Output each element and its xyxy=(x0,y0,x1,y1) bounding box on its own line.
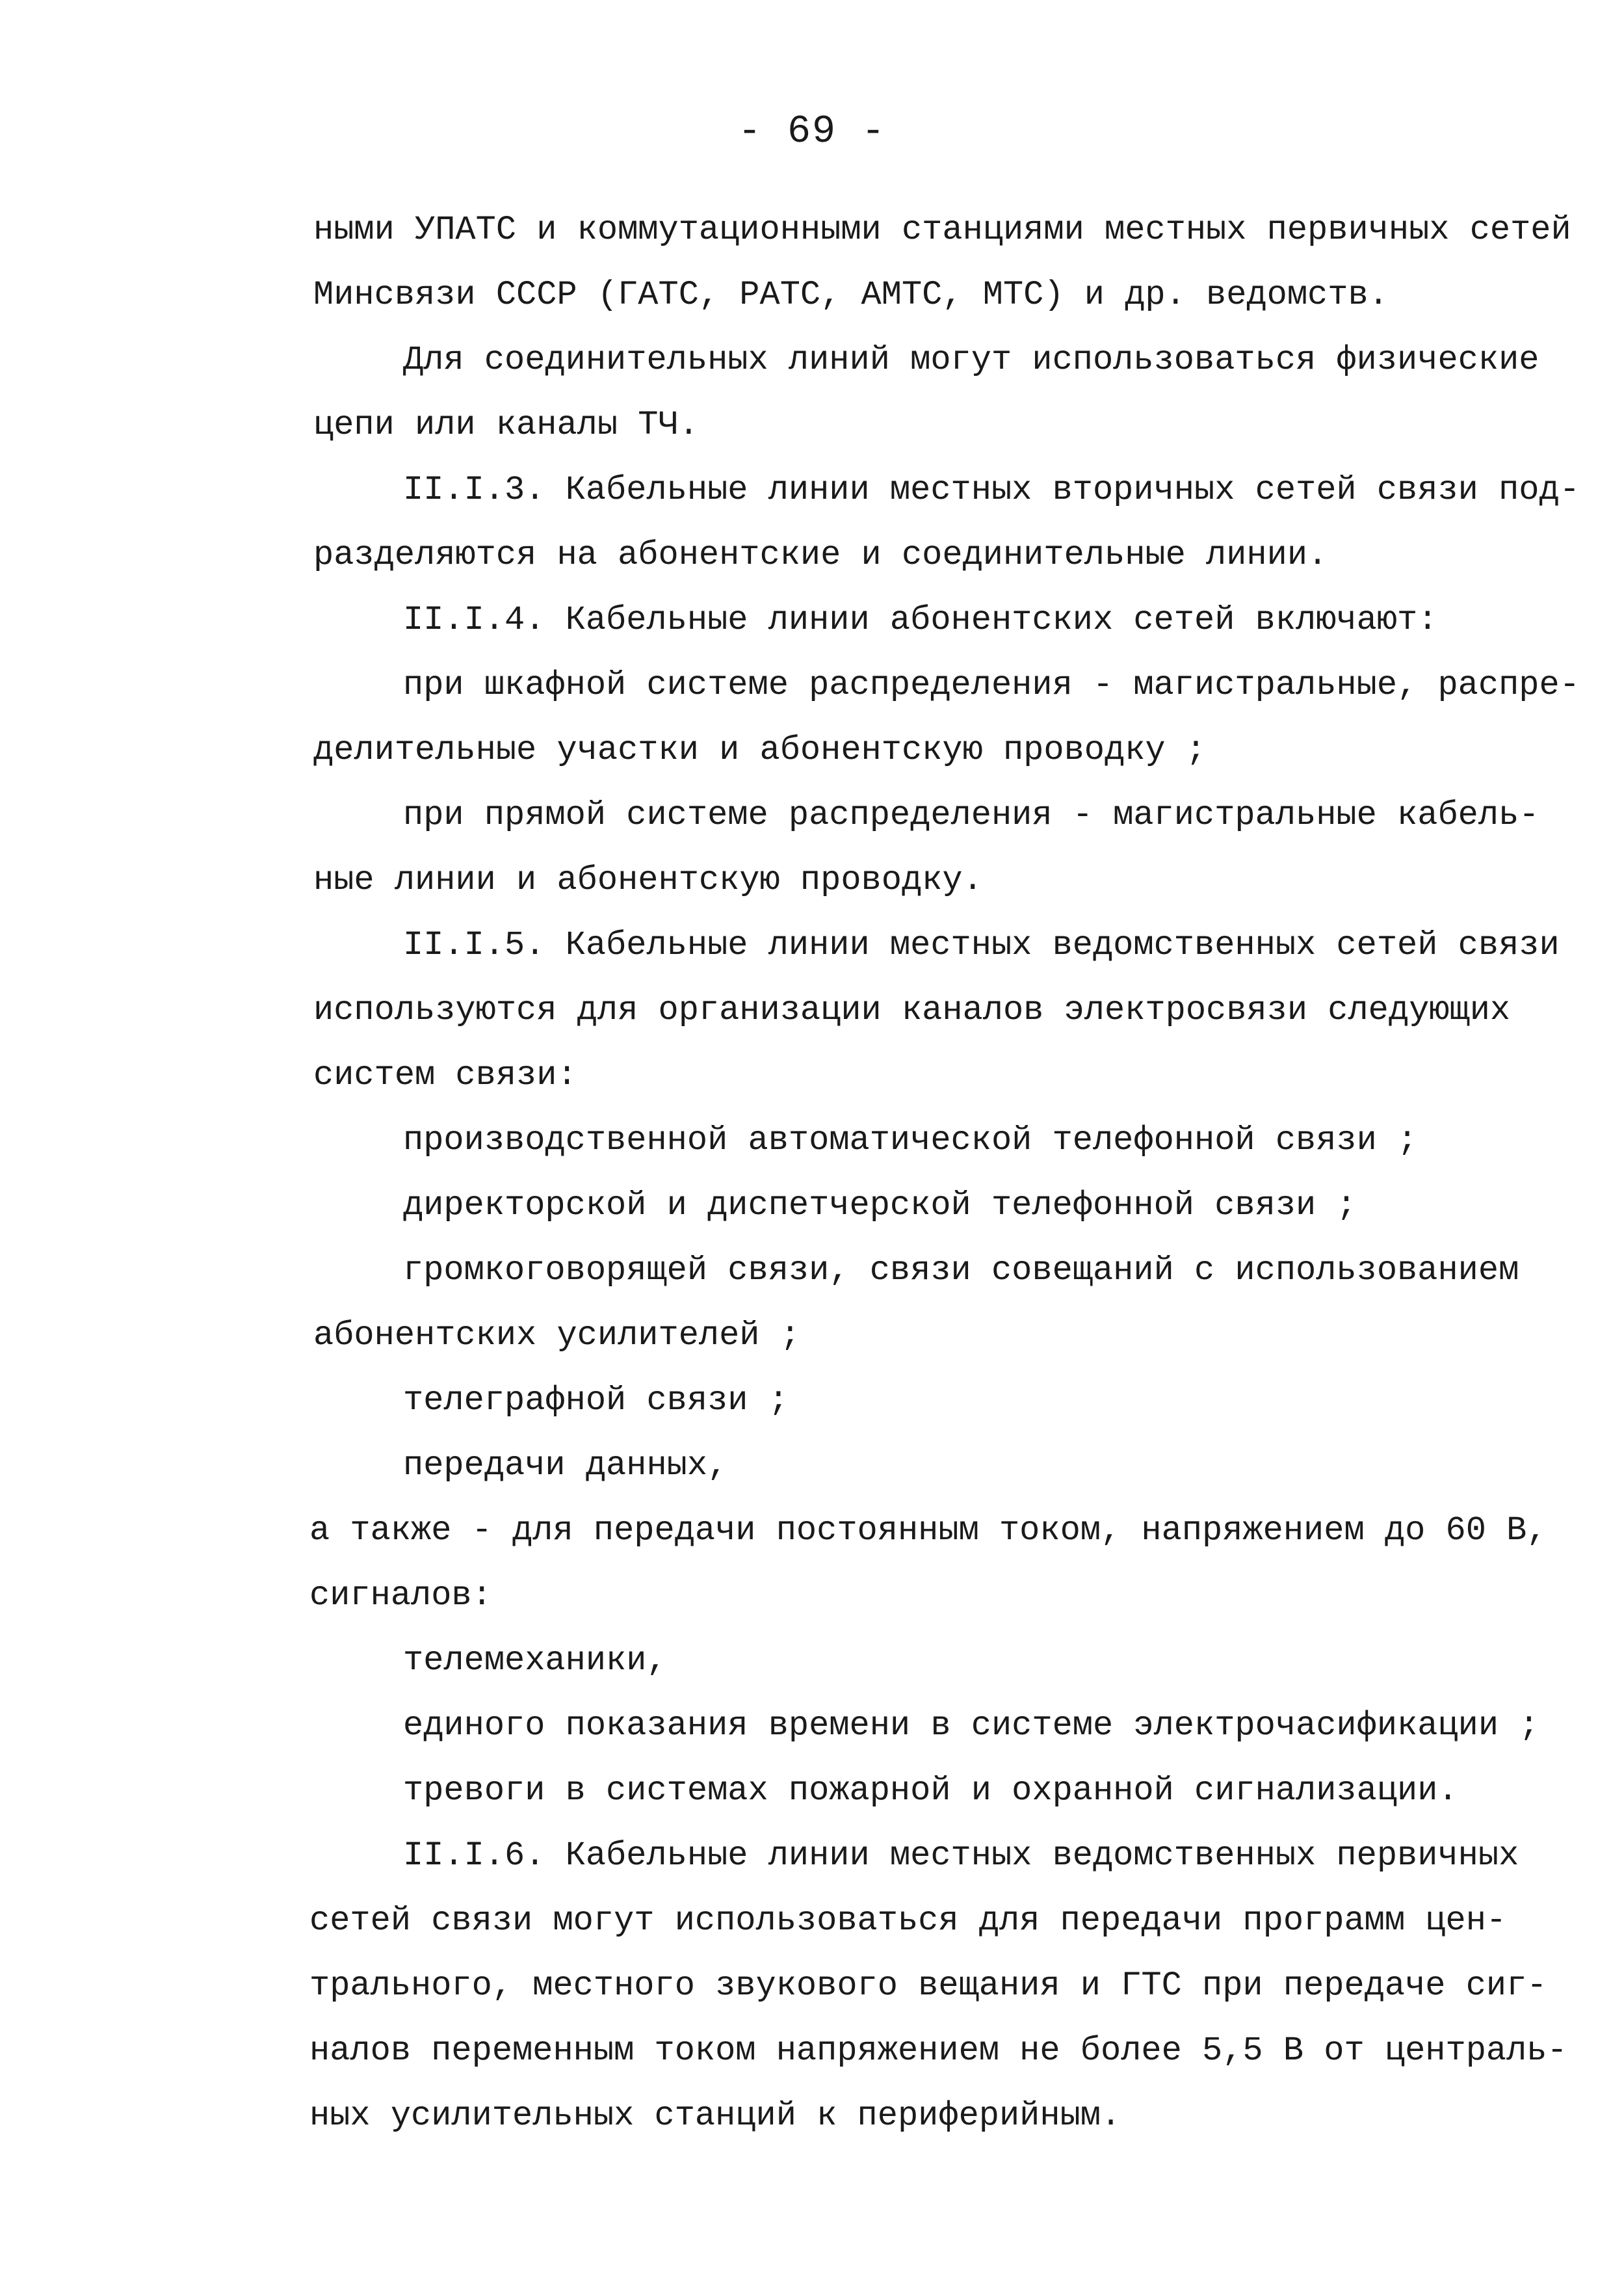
text-line-19: телеграфной связи ; xyxy=(403,1381,789,1420)
text-line-15: производственной автоматической телефонной связи ; xyxy=(403,1121,1418,1159)
text-line-21: а также - для передачи постоянным током, напряжением до 60 В, xyxy=(309,1511,1547,1550)
text-line-14: систем связи: xyxy=(313,1056,577,1094)
text-line-2: Минсвязи СССР (ГАТС, РАТС, АМТС, МТС) и др. ведомств. xyxy=(313,276,1389,314)
text-line-1: ными УПАТС и коммутационными станциями местных первичных сетей xyxy=(313,211,1571,249)
text-line-17: громкоговорящей связи, связи совещаний с использованием xyxy=(403,1251,1519,1290)
text-line-13: используются для организации каналов электросвязи следующих xyxy=(313,991,1511,1029)
text-line-16: директорской и диспетчерской телефонной связи ; xyxy=(403,1186,1357,1224)
text-line-30: ных усилительных станций к периферийным. xyxy=(309,2097,1121,2135)
page-number: - 69 - xyxy=(737,110,887,154)
text-line-12: II.I.5. Кабельные линии местных ведомственных сетей связи xyxy=(403,926,1560,964)
text-line-27: сетей связи могут использоваться для передачи программ цен- xyxy=(309,1901,1507,1940)
text-line-11: ные линии и абонентскую проводку. xyxy=(313,861,983,899)
text-line-5: II.I.3. Кабельные линии местных вторичных сетей связи под- xyxy=(403,471,1580,509)
text-line-20: передачи данных, xyxy=(403,1446,728,1485)
text-line-18: абонентских усилителей ; xyxy=(313,1316,800,1355)
text-line-8: при шкафной системе распределения - магистральные, распре- xyxy=(403,666,1580,704)
text-line-10: при прямой системе распределения - магистральные кабель- xyxy=(403,796,1539,834)
text-line-6: разделяются на абонентские и соединительные линии. xyxy=(313,536,1328,574)
text-line-3: Для соединительных линий могут использоваться физические xyxy=(403,341,1539,379)
text-line-28: трального, местного звукового вещания и ГТС при передаче сиг- xyxy=(309,1966,1547,2005)
text-line-24: единого показания времени в системе электрочасификации ; xyxy=(403,1706,1539,1745)
text-line-23: телемеханики, xyxy=(403,1641,667,1680)
text-line-29: налов переменным током напряжением не более 5,5 В от централь- xyxy=(309,2031,1567,2070)
text-line-22: сигналов: xyxy=(309,1576,492,1615)
text-line-7: II.I.4. Кабельные линии абонентских сетей включают: xyxy=(403,601,1438,639)
text-line-25: тревоги в системах пожарной и охранной сигнализации. xyxy=(403,1771,1458,1810)
text-line-9: делительные участки и абонентскую проводку ; xyxy=(313,731,1207,769)
text-line-4: цепи или каналы ТЧ. xyxy=(313,406,699,444)
text-line-26: II.I.6. Кабельные линии местных ведомственных первичных xyxy=(403,1836,1519,1875)
